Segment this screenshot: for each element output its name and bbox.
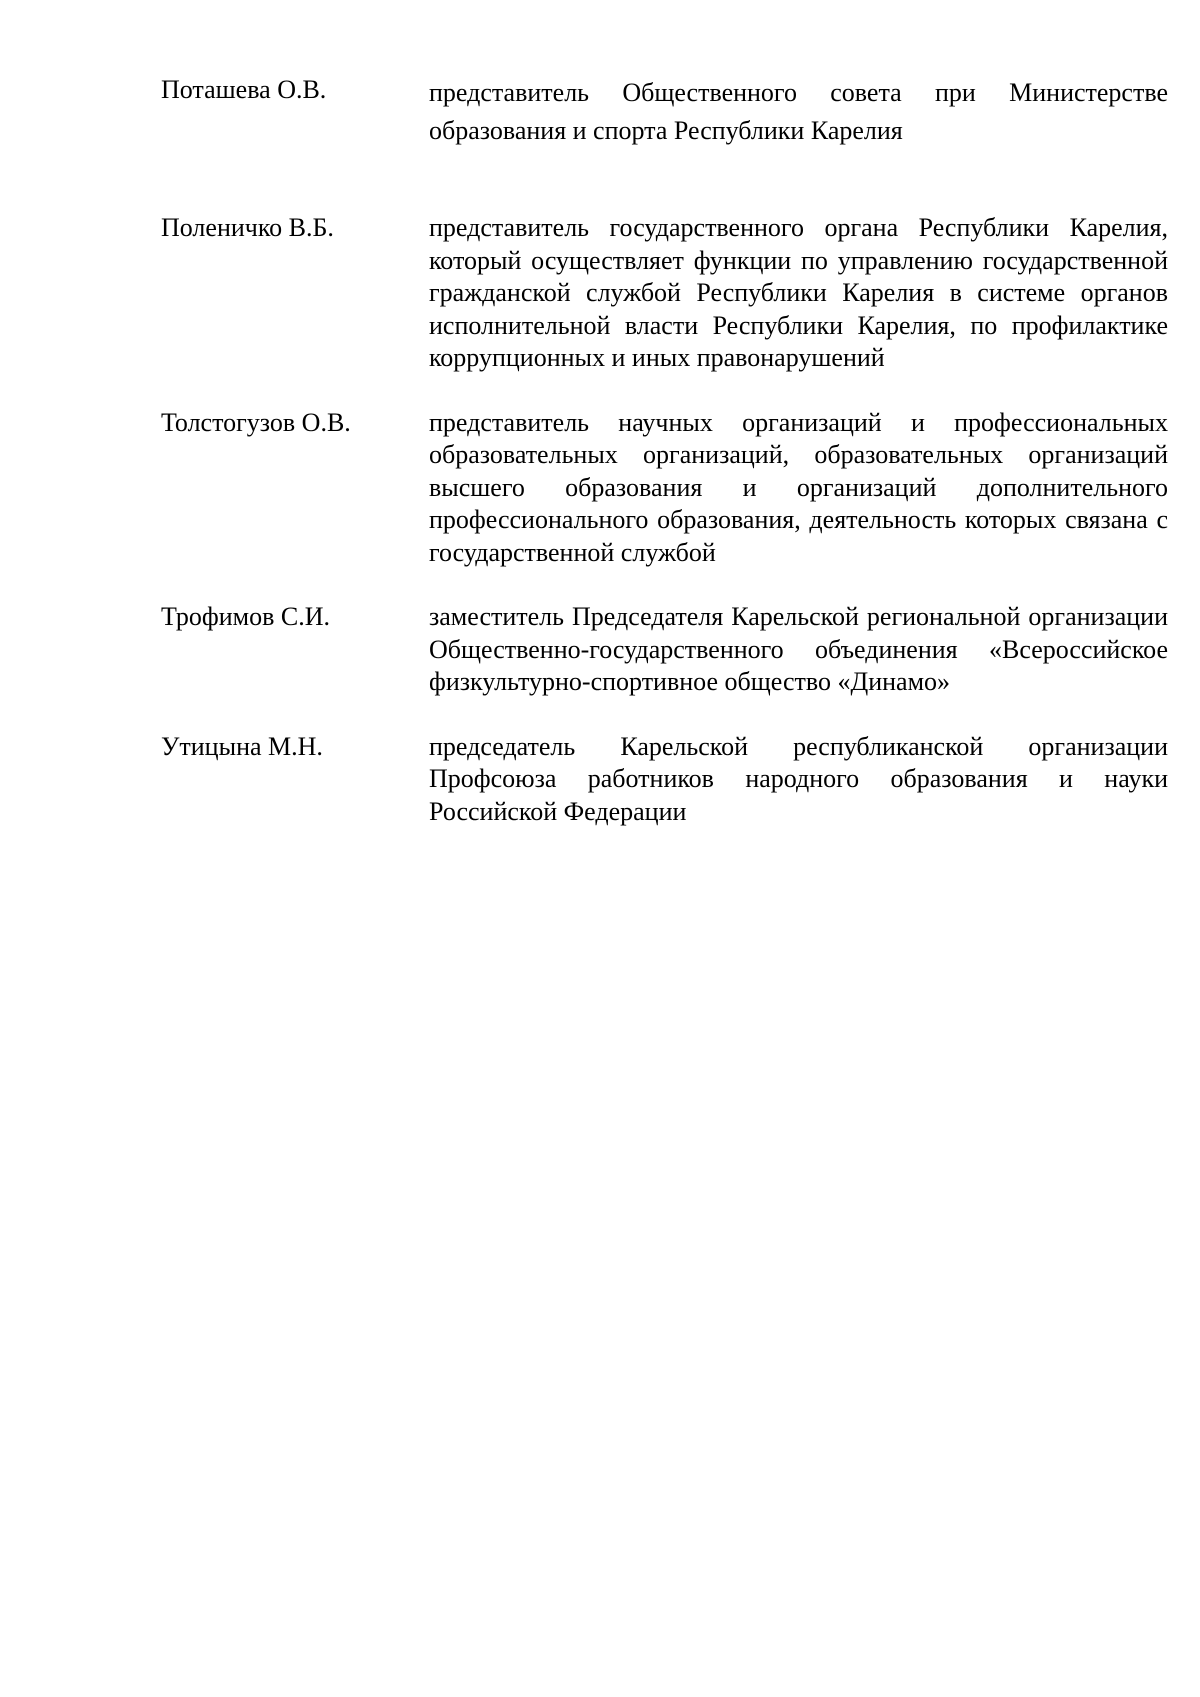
member-name: Толстогузов О.В. bbox=[161, 407, 351, 437]
member-role: заместитель Председателя Карельской региональной организации Общественно-государственного объединения «Всероссийское физкультурно-спортивное общество «Динамо» bbox=[429, 602, 1168, 696]
member-name: Поташева О.В. bbox=[161, 75, 327, 104]
member-entry bbox=[161, 601, 1168, 699]
member-role: представитель государственного органа Республики Карелия, который осуществляет функции по управлению государственной гражданской службой Республики Карелия в системе органов исполнительной власти Республики Карелия, по профилактике коррупционных и иных правонарушений bbox=[429, 213, 1168, 372]
member-role: представитель научных организаций и профессиональных образовательных организаций, образовательных организаций высшего образования и организаций дополнительного профессионального образования, деятельность которых связана с государственной службой bbox=[429, 407, 1168, 567]
member-entry bbox=[161, 74, 1168, 150]
member-entry bbox=[161, 731, 1168, 829]
member-role: представитель Общественного совета при Министерстве образования и спорта Республики Карелия bbox=[429, 78, 1168, 145]
member-entry bbox=[161, 212, 1168, 375]
member-name: Утицына М.Н. bbox=[161, 731, 323, 761]
member-name: Трофимов С.И. bbox=[161, 602, 330, 631]
member-role: председатель Карельской республиканской организации Профсоюза работников народного образования и науки Российской Федерации bbox=[429, 731, 1168, 826]
member-entry bbox=[161, 407, 1168, 570]
member-list bbox=[161, 74, 1168, 828]
member-name: Поленичко В.Б. bbox=[161, 213, 334, 242]
